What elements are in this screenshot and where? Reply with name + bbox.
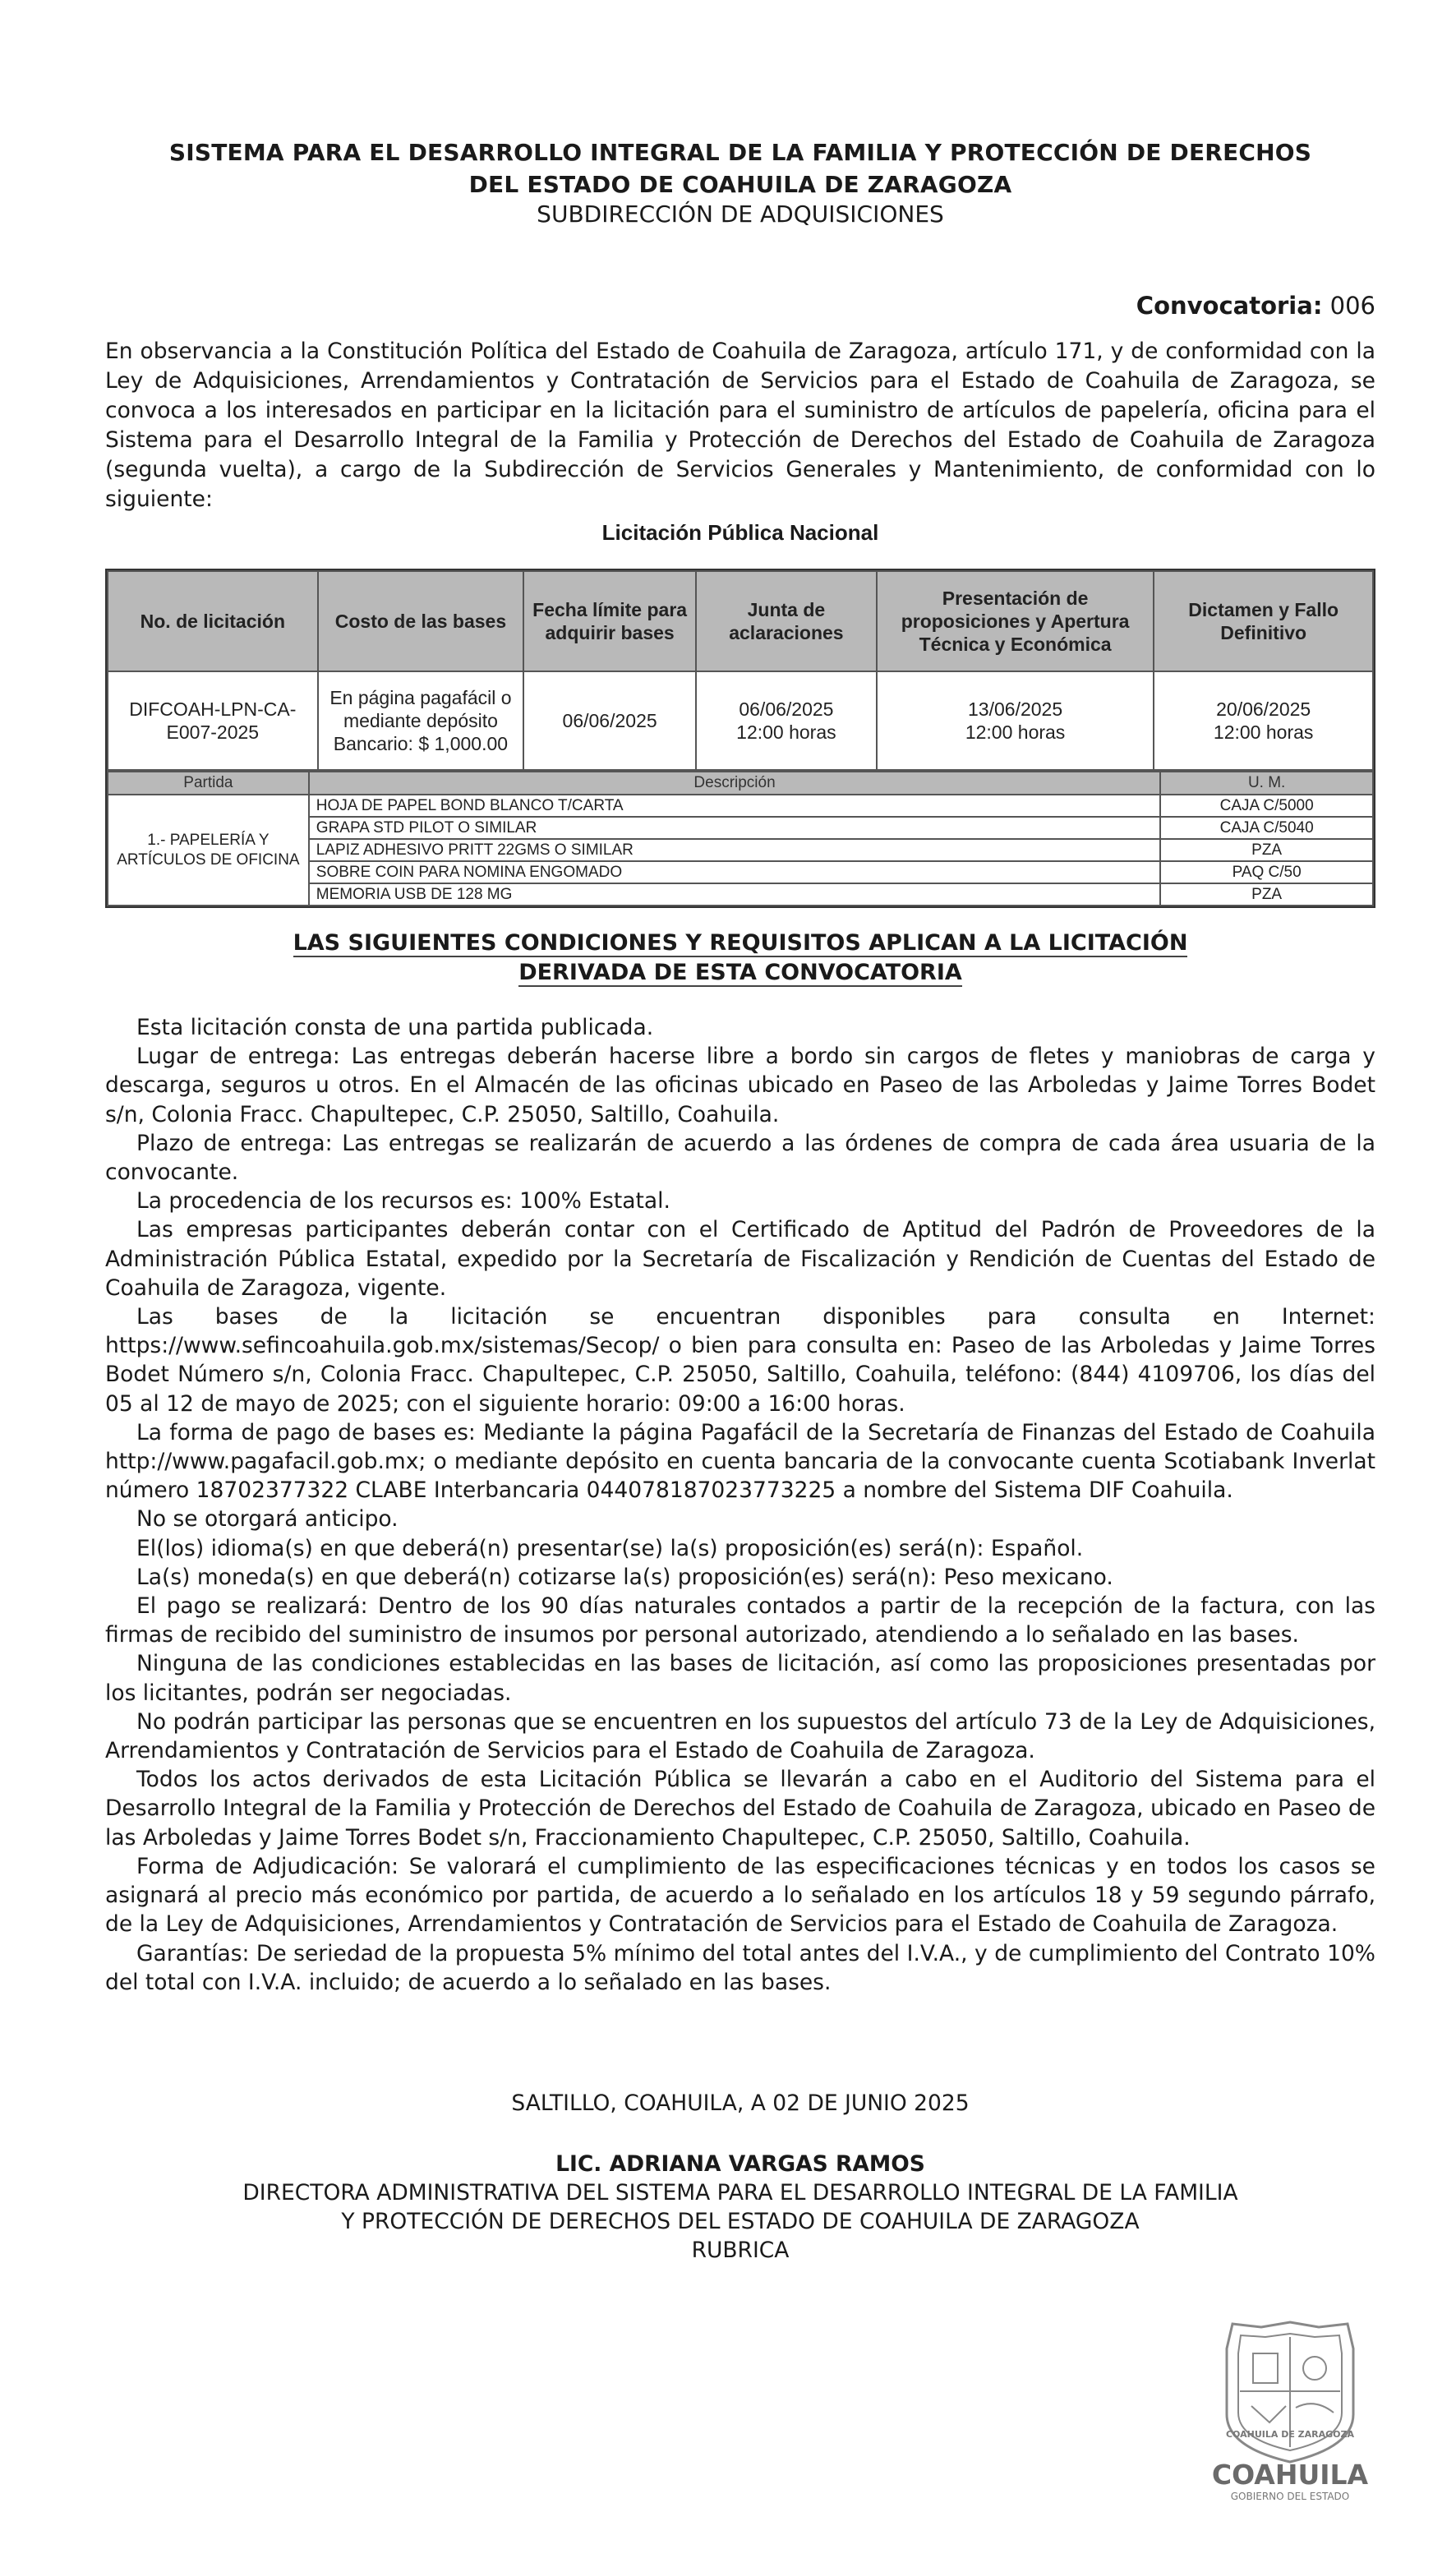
signer-name: LIC. ADRIANA VARGAS RAMOS: [555, 2151, 925, 2177]
condition-paragraph: Garantías: De seriedad de la propuesta 5% mínimo del total antes del I.V.A., y de cumplimiento del Contrato 10% del total con I.V.A. incluido; de acuerdo a lo señalado en las bases.: [105, 1940, 1375, 1995]
item-description: GRAPA STD PILOT O SIMILAR: [309, 817, 1160, 839]
partida-cell: 1.- PAPELERÍA Y ARTÍCULOS DE OFICINA: [108, 795, 309, 906]
dictamen-fallo: 20/06/2025 12:00 horas: [1154, 671, 1373, 770]
costo-bases: En página pagafácil o mediante depósito Bancario: $ 1,000.00: [318, 671, 524, 770]
condition-paragraph: Forma de Adjudicación: Se valorará el cumplimiento de las especificaciones técnicas y en todos los casos se asignará al precio más económico por partida, de acuerdo a lo señalado en los artículos 18 y 59 segundo párrafo, de la Ley de Adquisiciones, Arrendamientos y Contratación de Servicios para el Estado de Coahuila de Zaragoza.: [105, 1853, 1375, 1938]
condition-paragraph: Las bases de la licitación se encuentran disponibles para consulta en Internet: https://www.sefincoahuila.gob.mx/sistemas/Secop/ o bien para consulta en: Paseo de las Arboledas y Jaime Torres Bodet Número s/n, Colonia Fracc. Chapultepec, C.P. 25050, Saltillo, Coahuila, teléfono: (844) 4109706, los días del 05 al 12 de mayo de 2025; con el siguiente horario: 09:00 a 16:00 horas.: [105, 1304, 1375, 1417]
item-um: PAQ C/50: [1160, 861, 1373, 883]
coat-of-arms-icon: [1227, 2322, 1353, 2462]
page-subtitle: SUBDIRECCIÓN DE ADQUISICIONES: [537, 201, 944, 228]
table-header-row: [108, 571, 1373, 671]
intro-paragraph: En observancia a la Constitución Política del Estado de Coahuila de Zaragoza, artículo 171, y de conformidad con la Ley de Adquisiciones, Arrendamientos y Contratación de Servicios para el Estado de Coahuila de Zaragoza, se convoca a los interesados en participar en la licitación para el suministro de artículos de papelería, oficina para el Sistema para el Desarrollo Integral de la Familia y Protección de Derechos del Estado de Coahuila de Zaragoza (segunda vuelta), a cargo de la Subdirección de Servicios Generales y Mantenimiento, de conformidad con lo siguiente:: [105, 339, 1375, 512]
items-header-row: [108, 772, 1373, 795]
item-um: PZA: [1160, 839, 1373, 861]
table-row: [108, 795, 1373, 817]
condition-paragraph: Las empresas participantes deberán contar con el Certificado de Aptitud del Padrón de Proveedores de la Administración Pública Estatal, expedido por la Secretaría de Fiscalización y Rendición de Cuentas del Estado de Coahuila de Zaragoza, vigente.: [105, 1217, 1375, 1301]
signer-position: Y PROTECCIÓN DE DERECHOS DEL ESTADO DE COAHUILA DE ZARAGOZA: [341, 2209, 1140, 2234]
condition-paragraph: La procedencia de los recursos es: 100% Estatal.: [136, 1188, 670, 1215]
header-cell: U. M.: [1160, 772, 1373, 795]
condition-paragraph: La(s) moneda(s) en que deberá(n) cotizarse la(s) proposición(es) será(n): Peso mexicano.: [136, 1564, 1113, 1590]
condition-paragraph: La forma de pago de bases es: Mediante la página Pagafácil de la Secretaría de Finanzas del Estado de Coahuila http://www.pagafacil.gob.mx; o mediante depósito en cuenta bancaria de la convocante cuenta Scotiabank Inverlat número 18702377322 CLABE Interbancaria 044078187023773225 a nombre del Sistema DIF Coahuila.: [105, 1419, 1375, 1504]
item-description: LAPIZ ADHESIVO PRITT 22GMS O SIMILAR: [309, 839, 1160, 861]
header-cell: Descripción: [309, 772, 1160, 795]
header-cell: Junta de aclaraciones: [696, 571, 877, 671]
condition-paragraph: Esta licitación consta de una partida publicada.: [136, 1015, 654, 1040]
item-um: CAJA C/5000: [1160, 795, 1373, 817]
condition-paragraph: El pago se realizará: Dentro de los 90 días naturales contados a partir de la recepción de la factura, con las firmas de recibido del suministro de insumos por personal autorizado, atendiendo a lo señalado en las bases.: [105, 1593, 1375, 1648]
header-cell: No. de licitación: [108, 571, 318, 671]
item-um: CAJA C/5040: [1160, 817, 1373, 839]
seal-text: COAHUILA DE ZARAGOZA: [1225, 2429, 1355, 2440]
condition-paragraph: Ninguna de las condiciones establecidas en las bases de licitación, así como las proposiciones presentadas por los licitantes, podrán ser negociadas.: [105, 1651, 1375, 1706]
item-description: SOBRE COIN PARA NOMINA ENGOMADO: [309, 861, 1160, 883]
condition-paragraph: No podrán participar las personas que se encuentren en los supuestos del artículo 73 de la Ley de Adquisiciones, Arrendamientos y Contratación de Servicios para el Estado de Coahuila de Zaragoza.: [105, 1708, 1375, 1764]
header-cell: Presentación de proposiciones y Apertura Técnica y Económica: [877, 571, 1154, 671]
condition-paragraph: Todos los actos derivados de esta Licitación Pública se llevarán a cabo en el Auditorio del Sistema para el Desarrollo Integral de la Familia y Protección de Derechos del Estado de Coahuila de Zaragoza, ubicado en Paseo de las Arboledas y Jaime Torres Bodet s/n, Fraccionamiento Chapultepec, C.P. 25050, Saltillo, Coahuila.: [105, 1767, 1375, 1851]
header-cell: Fecha límite para adquirir bases: [523, 571, 696, 671]
coahuila-logo: [1204, 2316, 1376, 2505]
logo-name: COAHUILA: [1211, 2459, 1369, 2491]
fecha-limite: 06/06/2025: [523, 671, 696, 770]
table-row: [108, 671, 1373, 770]
conditions-title: LAS SIGUIENTES CONDICIONES Y REQUISITOS APLICAN A LA LICITACIÓN DERIVADA DE ESTA CONVOCATORIA: [293, 930, 1188, 985]
condition-paragraph: Lugar de entrega: Las entregas deberán hacerse libre a bordo sin cargos de fletes y maniobras de carga y descarga, seguros u otros. En el Almacén de las oficinas ubicado en Paseo de las Arboledas y Jaime Torres Bodet s/n, Colonia Fracc. Chapultepec, C.P. 25050, Saltillo, Coahuila.: [105, 1044, 1375, 1127]
signature-block: [105, 2089, 1375, 2265]
presentacion-proposiciones: 13/06/2025 12:00 horas: [877, 671, 1154, 770]
place-date: SALTILLO, COAHUILA, A 02 DE JUNIO 2025: [511, 2090, 970, 2116]
condition-paragraph: No se otorgará anticipo.: [136, 1506, 399, 1533]
junta-aclaraciones: 06/06/2025 12:00 horas: [696, 671, 877, 770]
logo-tagline: GOBIERNO DEL ESTADO: [1230, 2491, 1350, 2502]
page-title: SISTEMA PARA EL DESARROLLO INTEGRAL DE LA FAMILIA Y PROTECCIÓN DE DERECHOS DEL ESTADO DE COAHUILA DE ZARAGOZA: [168, 139, 1312, 198]
header-cell: Costo de las bases: [318, 571, 524, 671]
item-description: MEMORIA USB DE 128 MG: [309, 883, 1160, 906]
condition-paragraph: El(los) idioma(s) en que deberá(n) presentar(se) la(s) proposición(es) será(n): Español.: [136, 1535, 1084, 1561]
item-description: HOJA DE PAPEL BOND BLANCO T/CARTA: [309, 795, 1160, 817]
header-cell: Dictamen y Fallo Definitivo: [1154, 571, 1373, 671]
licitacion-number: DIFCOAH-LPN-CA-E007-2025: [108, 671, 318, 770]
signer-position: DIRECTORA ADMINISTRATIVA DEL SISTEMA PARA EL DESARROLLO INTEGRAL DE LA FAMILIA: [242, 2180, 1238, 2206]
condition-paragraph: Plazo de entrega: Las entregas se realizarán de acuerdo a las órdenes de compra de cada área usuaria de la convocante.: [105, 1130, 1375, 1186]
rubrica: RUBRICA: [691, 2238, 790, 2263]
convocatoria-number: Convocatoria: 006: [1136, 292, 1375, 320]
header-cell: Partida: [108, 772, 309, 795]
item-um: PZA: [1160, 883, 1373, 906]
licitacion-table: [105, 569, 1375, 908]
conditions-body: [105, 1013, 1375, 1997]
licitacion-title: Licitación Pública Nacional: [601, 520, 879, 545]
